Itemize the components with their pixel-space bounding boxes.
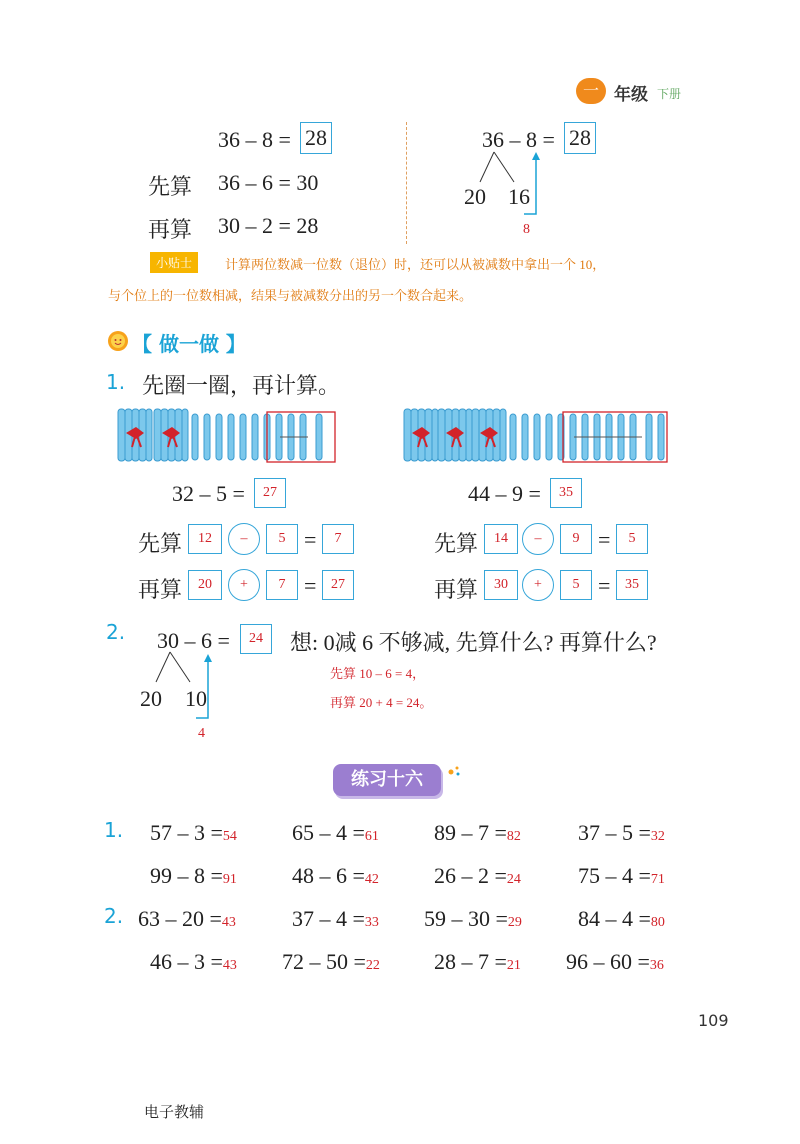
q1-right-s2eq: = xyxy=(598,573,611,598)
example-split-right: 16 xyxy=(508,184,530,209)
ex-r1-c1: 57 – 3 =54 xyxy=(150,820,237,845)
q2-note1: 先算 10 – 6 = 4， xyxy=(330,666,426,681)
q1-left-expr: 32 – 5 = xyxy=(172,481,245,506)
ex-r3-c2: 37 – 4 =33 xyxy=(292,906,379,931)
q1-right-answer-box: 35 xyxy=(550,478,582,508)
sun-icon xyxy=(106,329,130,353)
exercise-row1-number: 1. xyxy=(104,818,124,842)
q1-right-step1-label: 先算 xyxy=(434,531,479,556)
ex-r4-c4: 96 – 60 =36 xyxy=(566,949,664,974)
example-left-answer-box: 28 xyxy=(300,122,332,154)
ex-r2-c3: 26 – 2 =24 xyxy=(434,863,521,888)
q1-right-s2a: 30 xyxy=(484,570,518,600)
stick-bundle-4 xyxy=(436,407,474,463)
grade-badge: 一 xyxy=(576,78,606,104)
q1-left-s2eq: = xyxy=(304,573,317,598)
example-step1-label: 先算 xyxy=(148,174,193,199)
exercise-row3-number: 2. xyxy=(104,904,124,928)
stick-bundle-2 xyxy=(152,407,190,463)
q1-right-s2r: 35 xyxy=(616,570,648,600)
example-step1: 36 – 6 = 30 xyxy=(218,170,319,195)
ex-r4-c2: 72 – 50 =22 xyxy=(282,949,380,974)
q2-answer-box: 24 xyxy=(240,624,272,654)
q1-right-expr: 44 – 9 = xyxy=(468,481,541,506)
q2-number: 2. xyxy=(106,620,126,644)
q1-right-s1a: 14 xyxy=(484,524,518,554)
q2-sub-result: 4 xyxy=(198,726,205,741)
ex-r4-c1: 46 – 3 =43 xyxy=(150,949,237,974)
q1-right-s2b: 5 xyxy=(560,570,592,600)
q1-prompt: 先圈一圈，再计算。 xyxy=(142,373,341,398)
q1-left-step1-label: 先算 xyxy=(138,531,183,556)
ex-r1-c4: 37 – 5 =32 xyxy=(578,820,665,845)
example-split-left: 20 xyxy=(464,184,486,209)
sparkle-icon xyxy=(446,764,462,778)
q1-right-s1op: – xyxy=(522,523,554,555)
ex-r1-c2: 65 – 4 =61 xyxy=(292,820,379,845)
q2-split-right: 10 xyxy=(185,686,207,711)
ex-r3-c1: 63 – 20 =43 xyxy=(138,906,236,931)
single-sticks-right xyxy=(506,410,671,464)
q1-left-s2r: 27 xyxy=(322,570,354,600)
section-title: 【 做一做 】 xyxy=(132,332,246,356)
tip-line2: 与个位上的一位数相减，结果与被减数分出的另一个数合起来。 xyxy=(108,288,473,303)
ex-r4-c3: 28 – 7 =21 xyxy=(434,949,521,974)
tip-label: 小贴士 xyxy=(150,252,198,273)
stick-bundle-5 xyxy=(470,407,508,463)
example-left-expr: 36 – 8 = xyxy=(218,127,291,152)
example-right-expr: 36 – 8 = xyxy=(482,127,555,152)
q1-right-step2-label: 再算 xyxy=(434,577,479,602)
q1-left-s1b: 5 xyxy=(266,524,298,554)
q1-left-s2a: 20 xyxy=(188,570,222,600)
footer-text: 电子教辅 xyxy=(144,1105,205,1121)
ex-r2-c4: 75 – 4 =71 xyxy=(578,863,665,888)
q2-think: 想: 0减 6 不够减, 先算什么? 再算什么? xyxy=(290,630,657,655)
example-step2-label: 再算 xyxy=(148,217,193,242)
dashed-divider xyxy=(406,122,407,244)
q1-right-s1eq: = xyxy=(598,527,611,552)
ex-r2-c1: 99 – 8 =91 xyxy=(150,863,237,888)
volume-label: 下册 xyxy=(657,87,682,101)
stick-bundle-3 xyxy=(402,407,440,463)
q1-left-s2b: 7 xyxy=(266,570,298,600)
q1-left-s1a: 12 xyxy=(188,524,222,554)
single-sticks-left xyxy=(188,410,338,464)
q2-split-left: 20 xyxy=(140,686,162,711)
stick-bundle-1 xyxy=(116,407,154,463)
q2-note2: 再算 20 + 4 = 24。 xyxy=(330,695,433,710)
q1-left-s2op: + xyxy=(228,569,260,601)
q1-left-step2-label: 再算 xyxy=(138,577,183,602)
q1-left-s1r: 7 xyxy=(322,524,354,554)
ex-r3-c4: 84 – 4 =80 xyxy=(578,906,665,931)
example-sub-result: 8 xyxy=(523,222,530,237)
example-step2: 30 – 2 = 28 xyxy=(218,213,319,238)
q2-expr: 30 – 6 = xyxy=(157,628,230,653)
tip-line1: 计算两位数减一位数（退位）时，还可以从被减数中拿出一个 10， xyxy=(225,257,606,272)
example-right-answer-box: 28 xyxy=(564,122,596,154)
exercise-title: 练习十六 xyxy=(333,764,441,796)
q1-right-s1r: 5 xyxy=(616,524,648,554)
q1-right-s1b: 9 xyxy=(560,524,592,554)
page-number: 109 xyxy=(698,1011,729,1030)
q1-left-s1eq: = xyxy=(304,527,317,552)
ex-r1-c3: 89 – 7 =82 xyxy=(434,820,521,845)
q1-right-s2op: + xyxy=(522,569,554,601)
ex-r2-c2: 48 – 6 =42 xyxy=(292,863,379,888)
ex-r3-c3: 59 – 30 =29 xyxy=(424,906,522,931)
q1-left-s1op: – xyxy=(228,523,260,555)
q1-number: 1. xyxy=(106,370,126,394)
q1-left-answer-box: 27 xyxy=(254,478,286,508)
grade-label: 年级 xyxy=(614,85,648,105)
